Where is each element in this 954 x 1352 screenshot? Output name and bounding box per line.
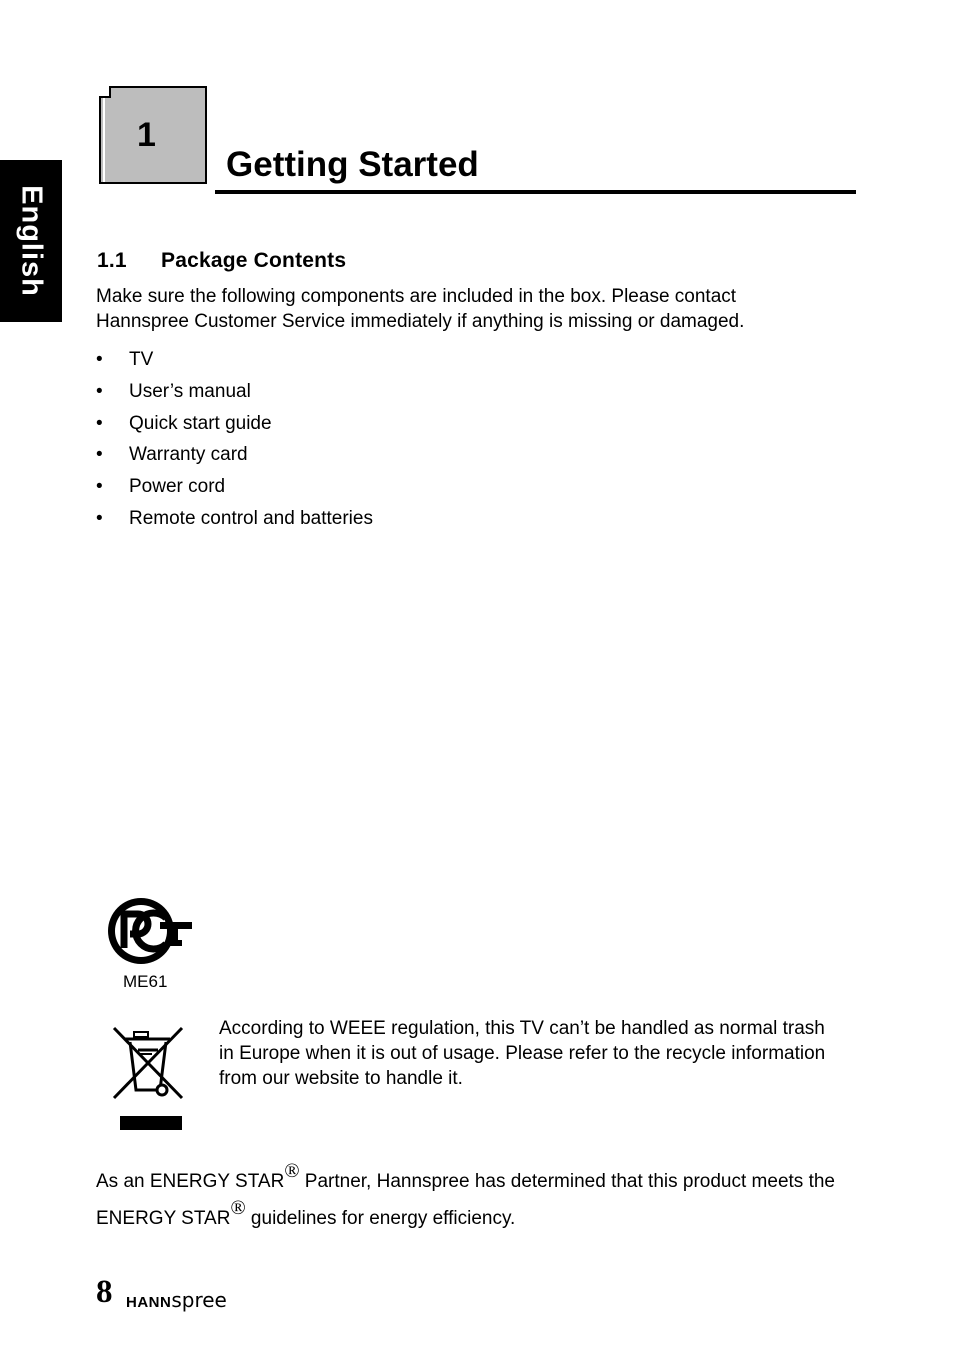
brand-bold: HANN	[126, 1294, 172, 1311]
energy-star-text-3: guidelines for energy efficiency.	[245, 1208, 516, 1229]
chapter-title-rule	[215, 190, 856, 194]
chapter-title: Getting Started	[226, 145, 479, 184]
section-heading	[97, 249, 346, 273]
language-label: English	[15, 185, 48, 297]
bullet: •	[96, 349, 103, 370]
list-item-label: Warranty card	[129, 444, 248, 466]
bullet: •	[96, 380, 103, 402]
gost-code: ME61	[123, 972, 168, 991]
chapter-number: 1	[137, 116, 156, 154]
list-item-label: TV	[129, 349, 154, 370]
weee-notice: According to WEEE regulation, this TV can’t be handled as normal trash in Europe when it is out of usage. Please refer to the recycle information from our website to handle it.	[219, 1018, 826, 1089]
bullet: •	[96, 444, 103, 466]
chapter-number-box	[99, 86, 207, 184]
registered-mark: ®	[284, 1159, 300, 1182]
section-number: 1.1	[97, 249, 127, 272]
bullet: •	[96, 476, 103, 498]
bullet: •	[96, 507, 103, 529]
section-intro: Make sure the following components are included in the box. Please contact Hannspree Customer Service immediately if anything is missing or damaged.	[96, 286, 745, 332]
chapter-box-notch	[99, 86, 111, 98]
list-item-label: Power cord	[129, 476, 226, 498]
list-item-label: Remote control and batteries	[129, 507, 373, 529]
language-tab	[0, 160, 62, 322]
registered-mark: ®	[230, 1196, 246, 1219]
gost-certification-logo-icon	[104, 896, 194, 966]
weee-crossed-bin-icon	[108, 1022, 188, 1132]
page-number: 8	[96, 1274, 113, 1310]
energy-star-text-1: As an ENERGY STAR	[96, 1171, 285, 1192]
brand-light: spree	[171, 1288, 227, 1312]
list-item-label: Quick start guide	[129, 412, 272, 434]
section-title: Package Contents	[161, 249, 347, 272]
brand-logo	[126, 1288, 227, 1313]
energy-star-notice	[96, 1159, 876, 1237]
bullet: •	[96, 412, 103, 434]
chapter-box-highlight	[103, 98, 105, 182]
energy-star-text-2: Partner, Hannspree has determined that this product meets the ENERGY STAR	[96, 1171, 835, 1229]
list-item-label: User’s manual	[129, 380, 251, 402]
